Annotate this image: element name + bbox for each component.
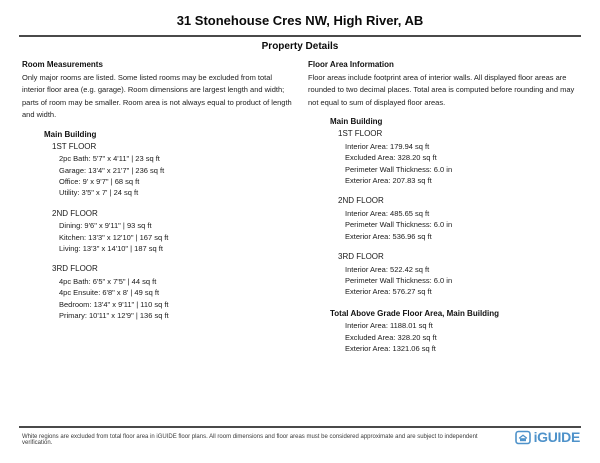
stat-entry: Perimeter Wall Thickness: 6.0 in (345, 275, 453, 285)
room-entry: Kitchen: 13'3" x 12'10" | 167 sq ft (59, 232, 169, 242)
stat-list (338, 141, 586, 187)
total-floor-area-heading: Total Above Grade Floor Area, Main Building (330, 308, 500, 318)
floor-area-description: Floor areas include footprint area of interior walls. All displayed floor areas are rounded to two decimal places. Total area is computed before rounding and may not equal to sum of displayed floor areas. (308, 73, 575, 107)
page-title: 31 Stonehouse Cres NW, High River, AB (176, 13, 424, 28)
floor-area-block-1st (338, 128, 586, 186)
building-name: Main Building (330, 117, 383, 127)
building-name: Main Building (44, 129, 97, 139)
total-floor-area-block (308, 308, 586, 355)
stat-list (338, 208, 586, 242)
room-entry: 4pc Bath: 6'5" x 7'5" | 44 sq ft (59, 276, 157, 286)
page-subtitle: Property Details (261, 41, 339, 52)
floor-name: 1ST FLOOR (338, 129, 383, 139)
stat-entry: Interior Area: 485.65 sq ft (345, 208, 430, 218)
room-entry: Utility: 3'5" x 7' | 24 sq ft (59, 188, 139, 198)
header-divider (19, 35, 581, 37)
floor-block-3rd (52, 263, 294, 321)
stat-entry: Exterior Area: 536.96 sq ft (345, 231, 432, 241)
floor-area-block-3rd (338, 251, 586, 298)
room-entry: 2pc Bath: 5'7" x 4'11" | 23 sq ft (59, 154, 160, 164)
iguide-logo-text: iGUIDE (533, 429, 580, 445)
footer-divider (19, 426, 581, 428)
floor-name: 2ND FLOOR (52, 208, 98, 218)
total-stat-list (308, 320, 586, 354)
room-list (52, 220, 294, 254)
stat-entry: Interior Area: 1188.01 sq ft (345, 321, 433, 331)
room-entry: 4pc Ensuite: 6'8" x 8' | 49 sq ft (59, 288, 160, 298)
room-measurements-section (22, 59, 294, 331)
stat-entry: Excluded Area: 328.20 sq ft (345, 153, 437, 163)
stat-entry: Perimeter Wall Thickness: 6.0 in (345, 220, 453, 230)
room-measurements-heading: Room Measurements (22, 60, 103, 69)
floor-name: 3RD FLOOR (338, 252, 384, 262)
floor-name: 2ND FLOOR (338, 196, 384, 206)
floor-area-block-2nd (338, 195, 586, 242)
room-entry: Office: 9' x 9'7" | 68 sq ft (59, 176, 140, 186)
stat-entry: Exterior Area: 1321.06 sq ft (345, 344, 436, 354)
floor-block-2nd (52, 208, 294, 255)
stat-entry: Excluded Area: 328.20 sq ft (345, 332, 437, 342)
room-list (52, 153, 294, 199)
stat-entry: Perimeter Wall Thickness: 6.0 in (345, 164, 453, 174)
floor-name: 1ST FLOOR (52, 141, 97, 151)
room-list (52, 276, 294, 322)
room-entry: Bedroom: 13'4" x 9'11" | 110 sq ft (59, 299, 169, 309)
floor-area-section (308, 59, 586, 355)
room-entry: Primary: 10'11" x 12'9" | 136 sq ft (59, 311, 169, 321)
floor-area-heading: Floor Area Information (308, 60, 394, 69)
room-entry: Dining: 9'6" x 9'11" | 93 sq ft (59, 221, 152, 231)
stat-entry: Exterior Area: 576.27 sq ft (345, 287, 432, 297)
room-entry: Living: 13'3" x 14'10" | 187 sq ft (59, 244, 163, 254)
iguide-logo (515, 429, 580, 445)
room-entry: Garage: 13'4" x 21'7" | 236 sq ft (59, 165, 165, 175)
floor-name: 3RD FLOOR (52, 264, 98, 274)
stat-entry: Interior Area: 179.94 sq ft (345, 141, 430, 151)
footer-disclaimer: White regions are excluded from total floor area in iGUIDE floor plans. All room dimensions and floor areas must be considered approximate and are subject to independent verification. (22, 434, 478, 446)
iguide-house-icon (515, 430, 531, 445)
stat-entry: Exterior Area: 207.83 sq ft (345, 175, 432, 185)
room-measurements-description: Only major rooms are listed. Some listed rooms may be excluded from total interior floor area (e.g. garage). Room dimensions are largest length and width; parts of room may be smaller. Room area is not always equal to product of length and width. (22, 73, 292, 120)
stat-entry: Interior Area: 522.42 sq ft (345, 264, 430, 274)
floor-block-1st (52, 141, 294, 199)
stat-list (338, 264, 586, 298)
